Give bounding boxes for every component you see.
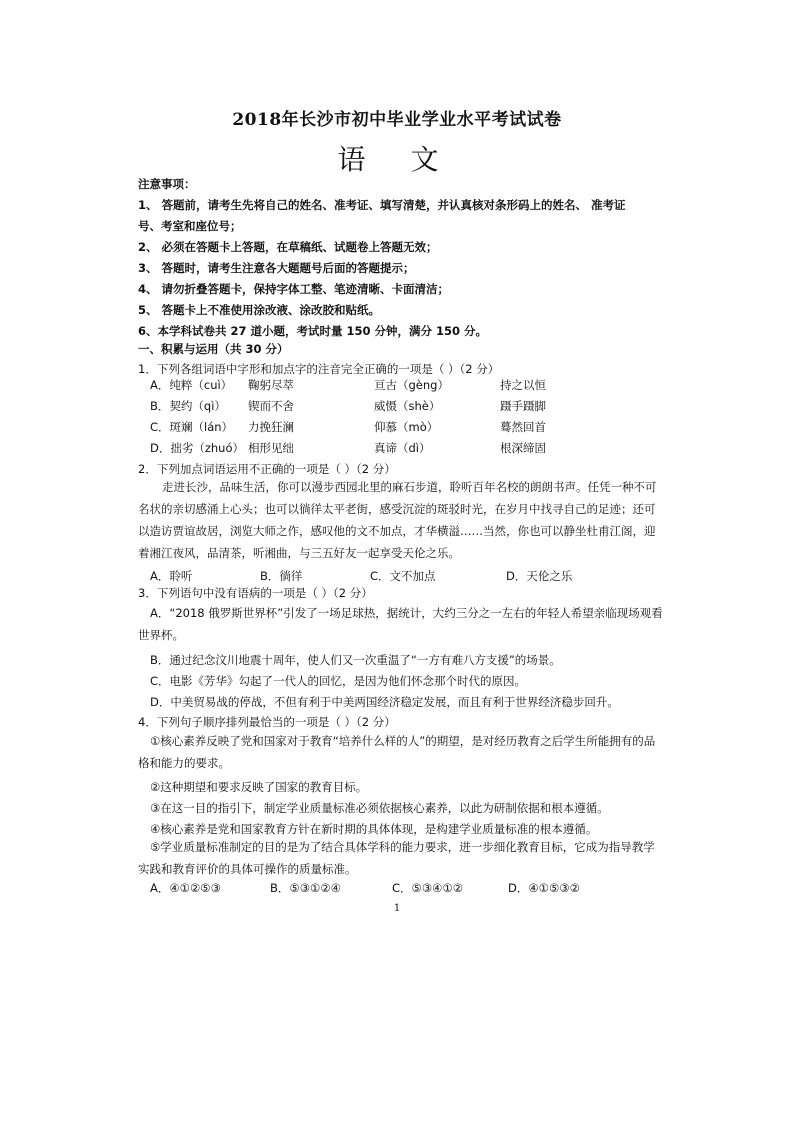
question-3-option-a: A．“2018 俄罗斯世界杯”引发了一场足球热，据统计，大约三分之一左右的年轻人希望亲临现场观看世界杯。	[138, 606, 663, 642]
option-cell: A．纯粹（cuì）	[150, 378, 233, 392]
notice-item: 5、 答题卡上不准使用涂改液、涂改胶和贴纸。	[138, 303, 381, 317]
question-4-sentence: ④核心素养是党和国家教育方针在新时期的具体体现，是构建学业质量标准的根本遵循。	[150, 822, 598, 836]
question-1-stem: 1．下列各组词语中字形和加点字的注音完全正确的一项是（ ）（2 分）	[138, 362, 500, 376]
notice-item: 号、考室和座位号；	[138, 219, 242, 233]
notice-item: 2、 必须在答题卡上答题，在草稿纸、试题卷上答题无效；	[138, 240, 438, 254]
notice-heading: 注意事项：	[138, 177, 196, 191]
question-4-stem: 4．下列句子顺序排列最恰当的一项是（ ）（2 分）	[138, 715, 396, 729]
option-d: D．④①⑤③②	[508, 881, 580, 895]
option-cell: 持之以恒	[500, 378, 546, 392]
notice-item: 6、本学科试卷共 27 道小题，考试时量 150 分钟，满分 150 分。	[138, 324, 488, 338]
option-cell: 蹑手蹑脚	[500, 399, 546, 413]
passage-text: 走进长沙，品味生活，你可以漫步西园北里的麻石步道，聆听百年名校的朗朗书声。任凭一种不可名状的亲切感涌上心头；也可以徜徉太平老街，感受沉淀的斑驳时光，在岁月中找寻自己的足迹；还可以造访贾谊故居，浏览大师之作，感叹他的文不加点，才华横溢……当然，你也可以静坐杜甫江阁，迎着湘江夜风，品清茶，听湘曲，与三五好友一起享受天伦之乐。	[138, 480, 657, 560]
page-number: 1	[393, 903, 401, 914]
option-cell: 真谛（dì）	[374, 441, 431, 455]
question-4-sentence: ⑤学业质量标准制定的目的是为了结合具体学科的能力要求，进一步细化教育目标，它成为指导教学实践和教育评价的具体可操作的质量标准。	[138, 840, 655, 876]
question-2-passage	[138, 476, 664, 564]
subject-title: 语 文	[337, 143, 457, 176]
option-a: A．聆听	[150, 569, 193, 583]
question-3-option-b: B．通过纪念汶川地震十周年，使人们又一次重温了“一方有难八方支援”的场景。	[150, 653, 561, 667]
option-cell: 相形见绌	[248, 441, 294, 455]
option-cell: B．契约（qì）	[150, 399, 226, 413]
question-4-sentence: ①核心素养反映了党和国家对于教育“培养什么样的人”的期望，是对经历教育之后学生所能拥有的品格和能力的要求。	[138, 734, 656, 770]
option-cell: 仰慕（mò）	[374, 420, 439, 434]
question-1-option-row	[150, 377, 546, 393]
question-1-option-row	[150, 440, 546, 456]
option-cell: 力挽狂澜	[248, 420, 294, 434]
option-c: C．文不加点	[370, 569, 436, 583]
option-cell: 蓦然回首	[500, 420, 546, 434]
question-1-option-row	[150, 398, 546, 414]
option-c: C．⑤③④①②	[392, 881, 464, 895]
option-cell: C．斑斓（lán）	[150, 420, 234, 434]
question-2-options	[150, 568, 572, 584]
option-b: B．⑤③①②④	[270, 881, 341, 895]
option-cell: 锲而不舍	[248, 399, 294, 413]
question-2-stem: 2．下列加点词语运用不正确的一项是（ ）（2 分）	[138, 462, 396, 476]
option-cell: 威慑（shè）	[374, 399, 441, 413]
section-heading: 一、积累与运用（共 30 分）	[138, 342, 289, 356]
option-d: D．天伦之乐	[506, 569, 573, 583]
question-4-sentence: ③在这一目的指引下，制定学业质量标准必须依据核心素养，以此为研制依据和根本遵循。	[150, 801, 609, 815]
question-3-option-c: C．电影《芳华》勾起了一代人的回忆，是因为他们怀念那个时代的原因。	[150, 674, 527, 688]
question-3-stem: 3．下列语句中没有语病的一项是（ ）（2 分）	[138, 586, 373, 600]
question-1-option-row	[150, 419, 546, 435]
notice-item: 4、 请勿折叠答题卡，保持字体工整、笔迹清晰、卡面清洁；	[138, 282, 450, 296]
option-cell: 鞠躬尽萃	[248, 378, 294, 392]
option-cell: 亘古（gèng）	[374, 378, 449, 392]
option-b: B．徜徉	[260, 569, 303, 583]
exam-title: 2018年长沙市初中毕业学业水平考试试卷	[232, 110, 562, 130]
option-cell: 根深缔固	[500, 441, 546, 455]
question-4-sentence: ②这种期望和要求反映了国家的教育目标。	[150, 780, 368, 794]
option-a: A．④①②⑤③	[150, 881, 221, 895]
question-3-option-d: D．中美贸易战的停战，不但有利于中美两国经济稳定发展，而且有利于世界经济稳步回升。	[150, 695, 619, 709]
notice-item: 1、 答题前，请考生先将自己的姓名、准考证、填写清楚，并认真核对条形码上的姓名、 准考证	[138, 198, 626, 212]
question-4-options	[150, 880, 580, 896]
notice-item: 3、 答题时，请考生注意各大题题号后面的答题提示；	[138, 261, 415, 275]
option-cell: D．拙劣（zhuó）	[150, 441, 245, 455]
